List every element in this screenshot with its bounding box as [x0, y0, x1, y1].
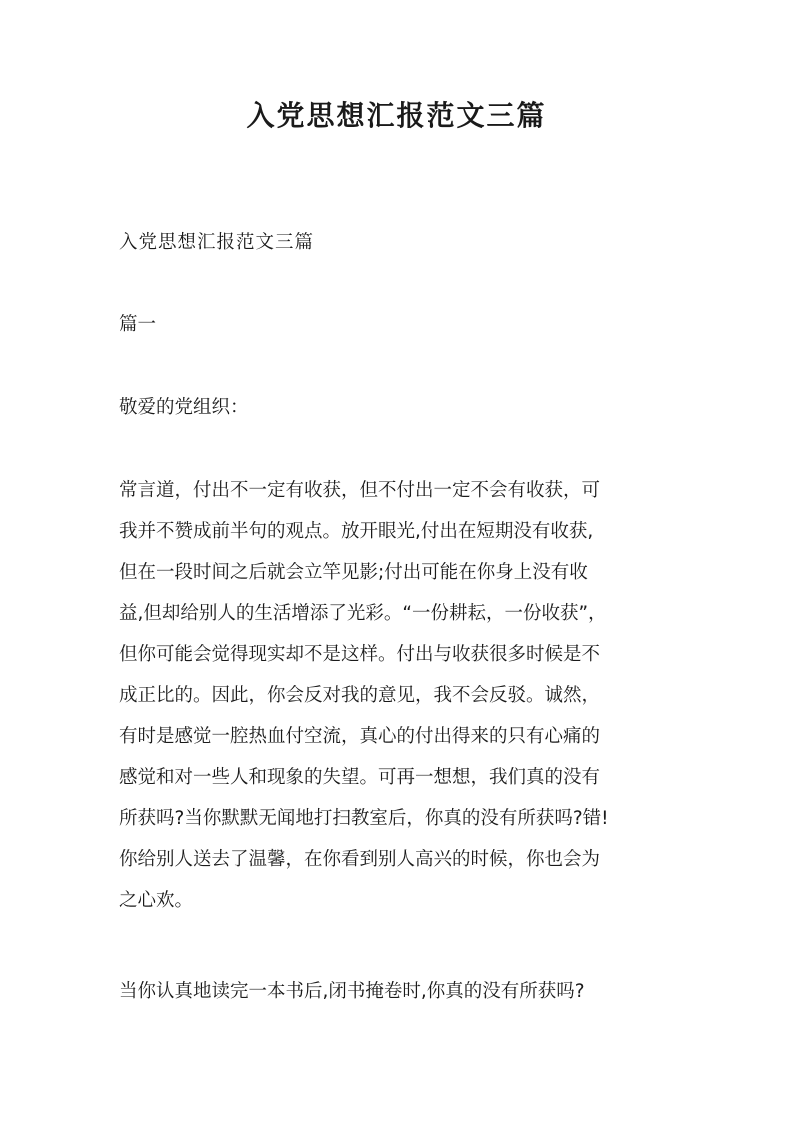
- paragraph-line: 但你可能会觉得现实却不是这样。付出与收获很多时候是不: [119, 644, 601, 665]
- paragraph-line: 益,但却给别人的生活增添了光彩。“一份耕耘，一份收获”，: [119, 603, 607, 624]
- document-subtitle: 入党思想汇报范文三篇: [119, 232, 315, 253]
- section-heading: 篇一: [119, 314, 157, 335]
- paragraph-line: 有时是感觉一腔热血付空流，真心的付出得来的只有心痛的: [119, 726, 601, 747]
- paragraph-1: [119, 476, 689, 927]
- paragraph-line: 我并不赞成前半句的观点。放开眼光,付出在短期没有收获,: [119, 521, 594, 542]
- paragraph-line: 成正比的。因此，你会反对我的意见，我不会反驳。诚然，: [119, 685, 601, 706]
- paragraph-line: 你给别人送去了温馨，在你看到别人高兴的时候，你也会为: [119, 849, 601, 870]
- document-title: 入党思想汇报范文三篇: [246, 99, 547, 132]
- paragraph-line: 感觉和对一些人和现象的失望。可再一想想，我们真的没有: [119, 767, 601, 788]
- paragraph-line: 之心欢。: [119, 890, 194, 911]
- paragraph-line: 所获吗?当你默默无闻地打扫教室后，你真的没有所获吗?错!: [119, 808, 609, 829]
- paragraph-2: 当你认真地读完一本书后,闭书掩卷时,你真的没有所获吗?: [119, 981, 585, 1002]
- paragraph-line: 但在一段时间之后就会立竿见影;付出可能在你身上没有收: [119, 562, 588, 583]
- salutation: 敬爱的党组织：: [119, 397, 249, 418]
- paragraph-line: 常言道，付出不一定有收获，但不付出一定不会有收获，可: [119, 480, 601, 501]
